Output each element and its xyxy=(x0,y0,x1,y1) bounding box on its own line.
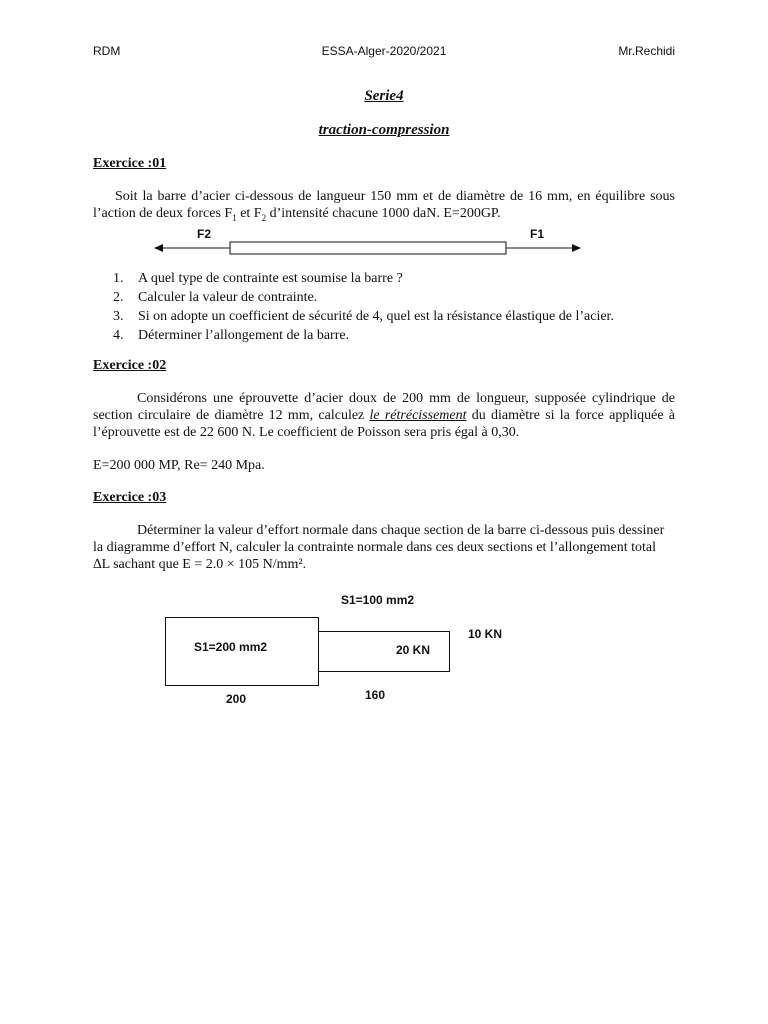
exercise-1-heading: Exercice :01 xyxy=(93,156,167,171)
exercise-2-emphasis: le rétrécissement xyxy=(369,408,467,423)
exercise-1-questions xyxy=(113,269,614,345)
question-text: Calculer la valeur de contrainte. xyxy=(138,290,318,305)
exercise-2-heading: Exercice :02 xyxy=(93,358,167,373)
exercise-1-text-c: d’intensité chacune 1000 daN. E=200GP. xyxy=(266,206,501,221)
exercise-1-text-a: Soit la barre d’acier ci-dessous de langueur 150 mm et de diamètre de 16 mm, en équilibre sous l’action de deux forces xyxy=(93,189,675,221)
question-number: 3. xyxy=(113,309,124,324)
exercise-2-text-b: du diamètre si la force appliquée à l’éprouvette est de 22 600 N. Le coefficient de Poisson sera pris égal à 0,30. xyxy=(93,408,676,440)
question-item xyxy=(113,288,614,307)
force-f1-subscript: 1 xyxy=(232,212,237,223)
header-left: RDM xyxy=(93,44,121,58)
section-left-label: S1=200 mm2 xyxy=(194,640,268,654)
exercise-2-text-a: Considérons une éprouvette d’acier doux de 200 mm de longueur, supposée cylindrique de section circulaire de diamètre 12 mm, calculez xyxy=(93,391,675,423)
exercise-2-statement xyxy=(93,390,675,441)
bar-diagram xyxy=(150,238,590,260)
question-text: Déterminer l’allongement de la barre. xyxy=(138,328,350,343)
subject-title: traction-compression xyxy=(318,122,450,138)
question-item xyxy=(113,326,614,345)
left-arrow-head xyxy=(154,244,163,252)
header-right: Mr.Rechidi xyxy=(618,44,675,58)
question-number: 1. xyxy=(113,271,124,286)
exercise-1-text-b: et xyxy=(236,206,254,221)
force-mid-label: 20 KN xyxy=(396,643,431,657)
exercise-2-data-line: E=200 000 MP, Re= 240 Mpa. xyxy=(93,458,265,473)
right-arrow-head xyxy=(572,244,581,252)
small-section-block xyxy=(318,631,450,672)
series-title: Serie4 xyxy=(364,88,404,104)
force-label-f1: F1 xyxy=(530,227,545,241)
length-right-label: 160 xyxy=(365,688,386,702)
force-f2-subscript: 2 xyxy=(261,212,267,223)
force-end-label: 10 KN xyxy=(468,627,503,641)
steel-bar xyxy=(230,242,506,254)
question-number: 4. xyxy=(113,328,124,343)
length-left-label: 200 xyxy=(226,692,247,706)
exercise-1-statement xyxy=(93,188,675,227)
exercise-3-heading: Exercice :03 xyxy=(93,490,167,505)
question-item xyxy=(113,269,614,288)
question-item xyxy=(113,307,614,326)
question-text: Si on adopte un coefficient de sécurité de 4, quel est la résistance élastique de l’acier. xyxy=(138,309,614,324)
section-top-label: S1=100 mm2 xyxy=(341,593,415,607)
exercise-3-statement: Déterminer la valeur d’effort normale dans chaque section de la barre ci-dessous puis dessiner la diagramme d’effort N, calculer la contrainte normale dans ces deux sections et l’allongement total ∆L sachant que E = 2.0 × 105 N/mm². xyxy=(93,523,665,572)
question-number: 2. xyxy=(113,290,124,305)
question-text: A quel type de contrainte est soumise la barre ? xyxy=(138,271,403,286)
force-f1-symbol: F xyxy=(224,206,233,221)
force-label-f2: F2 xyxy=(197,227,212,241)
force-f2-symbol: F xyxy=(253,206,262,221)
header-center: ESSA-Alger-2020/2021 xyxy=(321,44,447,58)
